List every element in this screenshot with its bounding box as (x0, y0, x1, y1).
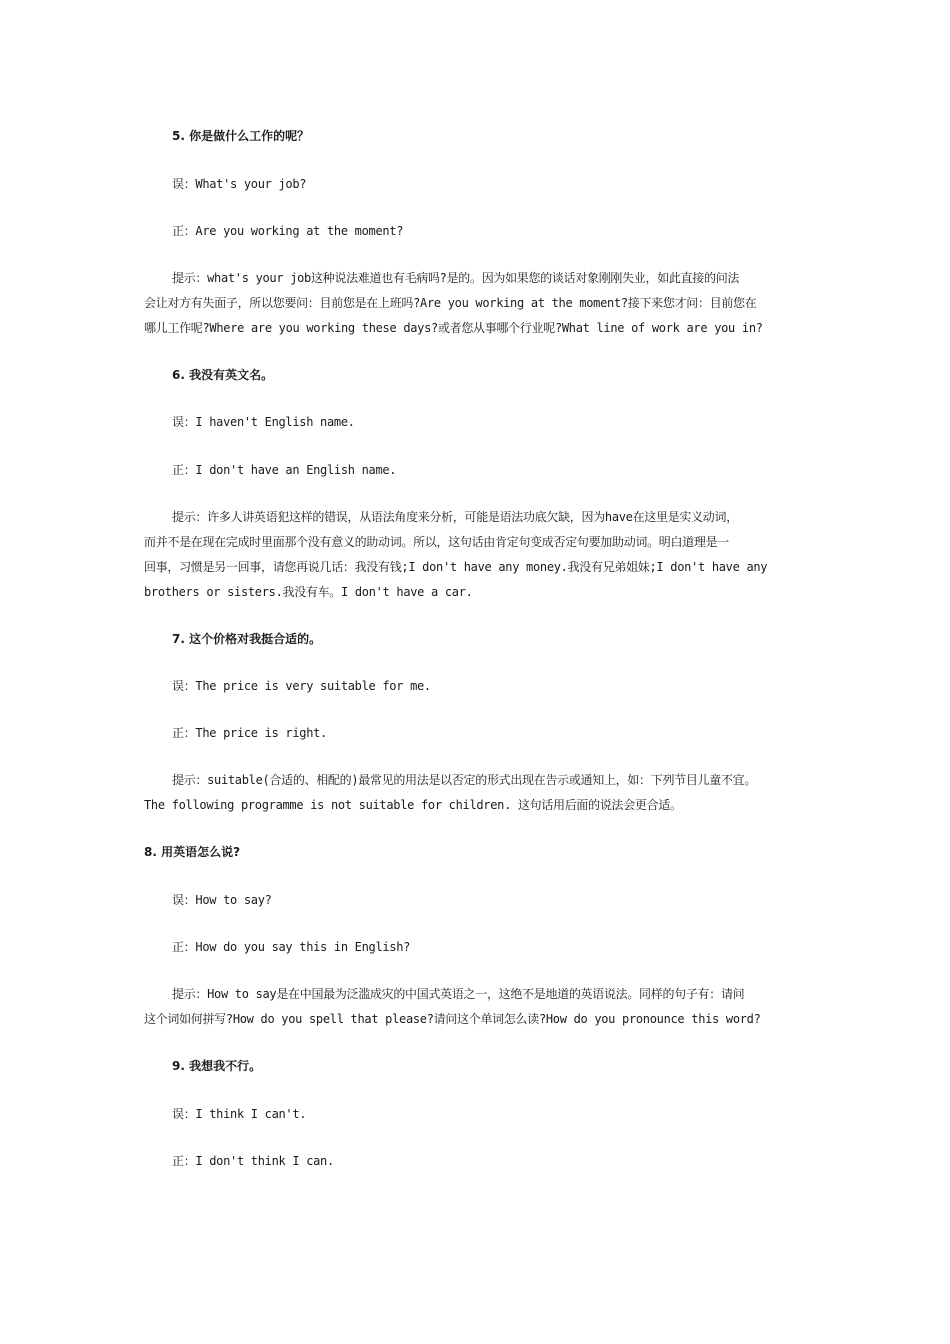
section-5-tip-line-3: 哪儿工作呢?Where are you working these days?或者您从事哪个行业呢?What line of work are you in? (144, 321, 763, 335)
section-7-tip-line-2: The following programme is not suitable for children. 这句话用后面的说法会更合适。 (144, 798, 682, 812)
section-5-heading: 5. 你是做什么工作的呢？ (172, 129, 310, 143)
section-8-heading: 8. 用英语怎么说? (144, 845, 241, 859)
section-9-wrong: 误：I think I can't. (172, 1107, 307, 1121)
section-9-heading: 9. 我想我不行。 (172, 1059, 262, 1073)
section-7-tip-line-1: 提示：suitable(合适的、相配的)最常见的用法是以否定的形式出现在告示或通知上，如：下列节目儿童不宜。 (172, 773, 757, 787)
section-7-right: 正：The price is right. (172, 726, 327, 740)
section-5-tip-line-1: 提示：what's your job这种说法难道也有毛病吗?是的。因为如果您的谈话对象刚刚失业，如此直接的问法 (172, 271, 740, 285)
section-6-tip-line-2: 而并不是在现在完成时里面那个没有意义的助动词。所以，这句话由肯定句变成否定句要加助动词。明白道理是一 (144, 535, 730, 549)
section-9-right: 正：I don't think I can. (172, 1154, 334, 1168)
section-5-wrong: 误：What's your job? (172, 177, 307, 191)
section-5-tip-line-2: 会让对方有失面子，所以您要问：目前您是在上班吗?Are you working at the moment?接下来您才问：目前您在 (144, 296, 757, 310)
section-6-heading: 6. 我没有英文名。 (172, 368, 274, 382)
section-8-wrong: 误：How to say? (172, 893, 272, 907)
section-6-wrong: 误：I haven't English name. (172, 415, 355, 429)
section-7-heading: 7. 这个价格对我挺合适的。 (172, 632, 322, 646)
section-8-tip-line-1: 提示：How to say是在中国最为泛滥成灾的中国式英语之一，这绝不是地道的英语说法。同样的句子有：请问 (172, 987, 745, 1001)
section-8-right: 正：How do you say this in English? (172, 940, 411, 954)
section-8-tip-line-2: 这个词如何拼写?How do you spell that please?请问这个单词怎么读?How do you pronounce this word? (144, 1012, 761, 1026)
section-6-tip-line-4: brothers or sisters.我没有车。I don't have a car. (144, 585, 473, 599)
section-6-tip-line-3: 回事，习惯是另一回事，请您再说几话：我没有钱;I don't have any money.我没有兄弟姐妹;I don't have any (144, 560, 768, 574)
section-5-right: 正：Are you working at the moment? (172, 224, 404, 238)
section-7-wrong: 误：The price is very suitable for me. (172, 679, 431, 693)
section-6-tip-line-1: 提示：许多人讲英语犯这样的错误，从语法角度来分析，可能是语法功底欠缺，因为have在这里是实义动词， (172, 510, 738, 524)
section-6-right: 正：I don't have an English name. (172, 463, 397, 477)
